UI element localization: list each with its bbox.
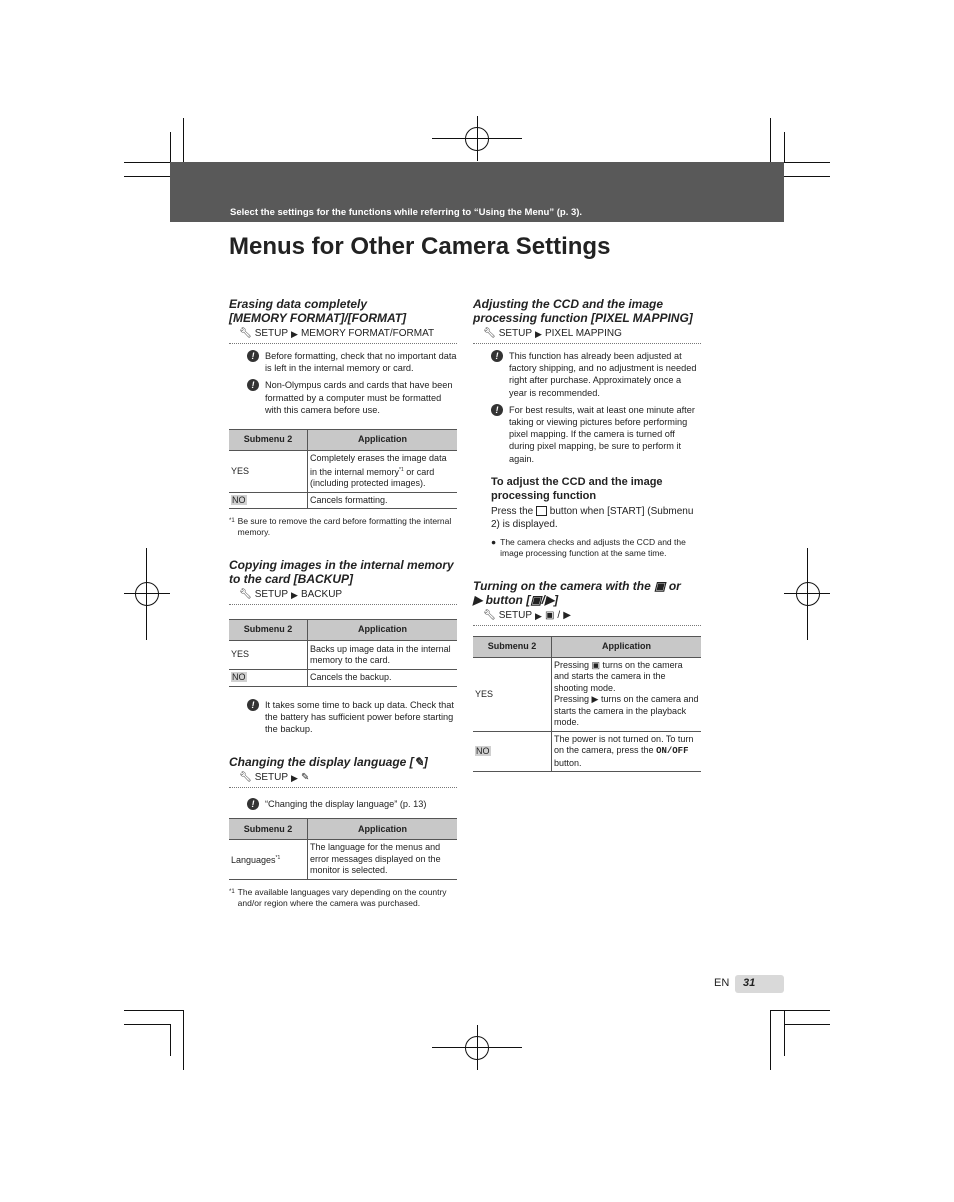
language-table: Submenu 2 Application Languages$^{*1}$ The language for the menus and error messages displayed on the monitor is selected. (229, 818, 457, 880)
caution-icon: ! (247, 699, 259, 711)
page-title: Menus for Other Camera Settings (229, 233, 611, 260)
section-backup (229, 558, 457, 735)
table-row: NO Cancels the backup. (229, 670, 457, 687)
language-icon: ✎ (300, 772, 310, 784)
section-title: Adjusting the CCD and the image processing function [PIXEL MAPPING] (473, 297, 693, 325)
table-header: Submenu 2 (229, 430, 308, 451)
menu-path: 🔧︎ SETUP ▶ ✎ (229, 771, 457, 788)
language-icon: ✎ (413, 755, 424, 770)
table-header: Application (308, 430, 458, 451)
instruction: Press the button when [START] (Submenu 2) is displayed. (491, 505, 694, 530)
section-pixel-mapping (473, 297, 701, 559)
wrench-icon: 🔧︎ (483, 609, 496, 621)
triangle-right-icon: ▶ (535, 610, 542, 621)
table-row: YES Completely erases the image data in the internal memory$^{*1}$ or card (including protected images). (229, 451, 457, 493)
wrench-icon: 🔧︎ (239, 328, 252, 339)
section-title: Changing the display language [✎] (229, 755, 428, 770)
play-icon: ▶ (473, 592, 483, 607)
note: ! Non-Olympus cards and cards that have been formatted by a computer must be formatted with this camera before use. (229, 379, 457, 416)
note: ! “Changing the display language” (p. 13) (229, 798, 457, 810)
language-label: EN (714, 977, 730, 989)
ok-button-icon (536, 506, 547, 516)
note: ! This function has already been adjusted at factory shipping, and no adjustment is needed right after purchase. Approximately once a year is recommended. (473, 350, 701, 399)
page-number-box (735, 975, 784, 993)
triangle-right-icon: ▶ (535, 329, 542, 339)
section-memory-format (229, 297, 457, 538)
banner-text: Select the settings for the functions while referring to “Using the Menu” (p. 3). (230, 207, 583, 218)
turn-on-table: Submenu 2 Application YES Pressing ▣ turns on the camera and starts the camera in the shooting mode. Pressing ▶ turns on the camera and starts the camera in the playback mode. NO The power is not turned on. To turn on the camera, press the ON/OFF button. (473, 636, 701, 773)
camera-icon: ▣ (591, 659, 601, 670)
triangle-right-icon: ▶ (291, 773, 298, 784)
triangle-right-icon: ▶ (291, 590, 298, 601)
table-row: NO Cancels formatting. (229, 492, 457, 509)
table-row: YES Backs up image data in the internal memory to the card. (229, 641, 457, 670)
right-column (473, 297, 701, 772)
backup-table: Submenu 2 Application YES Backs up image data in the internal memory to the card. NO Cancels the backup. (229, 619, 457, 687)
camera-icon: ▣ (544, 609, 555, 621)
wrench-icon: 🔧︎ (239, 589, 252, 601)
caution-icon: ! (247, 350, 259, 362)
menu-path: 🔧︎ SETUP ▶ MEMORY FORMAT/FORMAT (229, 327, 457, 344)
play-icon: ▶ (544, 592, 555, 607)
note: ! It takes some time to back up data. Check that the battery has sufficient power before starting the backup. (229, 699, 457, 736)
format-table (229, 429, 457, 509)
menu-path: 🔧︎ SETUP ▶ PIXEL MAPPING (473, 327, 701, 344)
caution-icon: ! (491, 350, 503, 362)
camera-icon: ▣ (530, 592, 542, 607)
table-row: NO The power is not turned on. To turn on the camera, press the ON/OFF button. (473, 731, 701, 772)
note: ! Before formatting, check that no important data is left in the internal memory or card. (229, 350, 457, 374)
menu-path: 🔧︎ SETUP ▶ BACKUP (229, 588, 457, 605)
play-icon: ▶ (591, 694, 599, 705)
table-row: Languages$^{*1}$ The language for the menus and error messages displayed on the monitor is selected. (229, 840, 457, 880)
section-title: Turning on the camera with the ▣ or ▶ button [▣/▶] (473, 578, 681, 607)
section-title: Erasing data completely [MEMORY FORMAT]/[FORMAT] (229, 297, 407, 325)
caution-icon: ! (247, 379, 259, 391)
menu-path: 🔧︎ SETUP ▶ ▣ / ▶ (473, 609, 701, 626)
wrench-icon: 🔧︎ (239, 772, 252, 784)
play-icon: ▶ (563, 609, 571, 621)
subheading: To adjust the CCD and the image processing function (491, 475, 663, 502)
section-language (229, 755, 457, 909)
left-column (229, 297, 457, 909)
page-number: 31 (743, 977, 756, 989)
wrench-icon: 🔧︎ (483, 328, 496, 339)
footnote: *1 The available languages vary depending on the country and/or region where the camera was purchased. (229, 886, 447, 908)
section-turn-on (473, 579, 701, 773)
camera-icon: ▣ (654, 578, 666, 593)
table-row: YES Pressing ▣ turns on the camera and starts the camera in the shooting mode. Pressing ▶ turns on the camera and starts the camera in the playback mode. (473, 657, 701, 731)
triangle-right-icon: ▶ (291, 329, 298, 339)
note: ! For best results, wait at least one minute after taking or viewing pictures before performing pixel mapping. If the camera is turned off during pixel mapping, be sure to perform it again. (473, 404, 701, 465)
bullet-icon: ● (491, 536, 497, 547)
header-banner (170, 162, 784, 222)
caution-icon: ! (247, 798, 259, 810)
section-title: Copying images in the internal memory to the card [BACKUP] (229, 558, 454, 587)
caution-icon: ! (491, 404, 503, 416)
bullet-item: ● The camera checks and adjusts the CCD and the image processing function at the same time. (491, 536, 686, 558)
footnote: *1 Be sure to remove the card before formatting the internal memory. (229, 516, 452, 538)
